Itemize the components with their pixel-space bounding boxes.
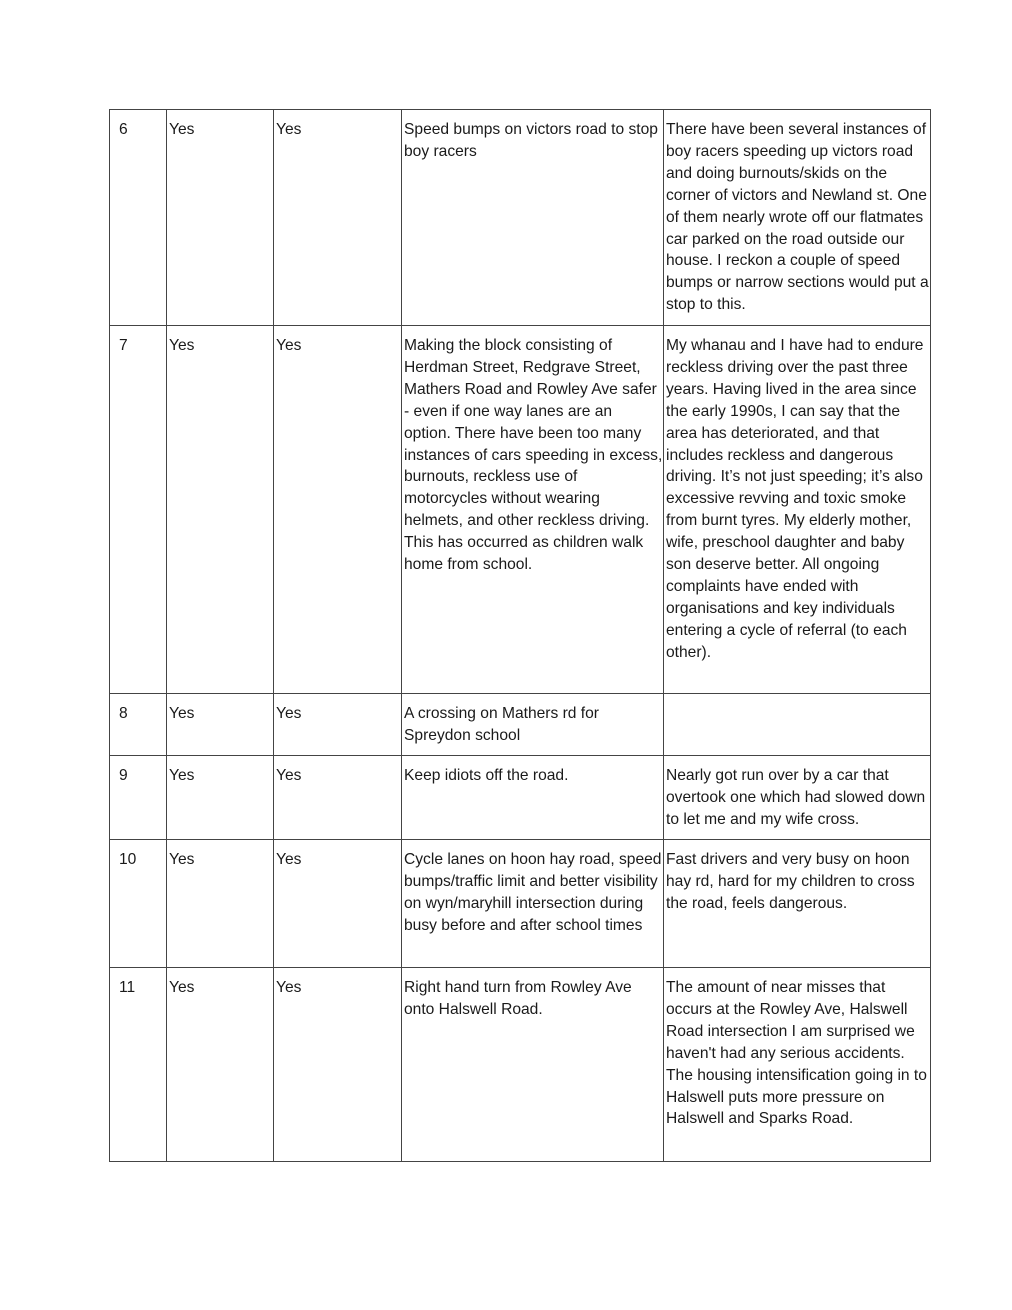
reason-cell: My whanau and I have had to endure reckless driving over the past three years. Having lived in the area since the early 1990s, I can say that the area has deteriorated, and that includes reckless and dangerous driving. It’s not just speeding; it’s also excessive revving and toxic smoke from burnt tyres. My elderly mother, wife, preschool daughter and baby son deserve better. All ongoing complaints have ended with organisations and key individuals entering a cycle of referral (to each other). [664, 326, 931, 694]
table-row [110, 110, 931, 326]
answer-cell: Yes [167, 110, 274, 326]
row-number-cell: 6 [110, 110, 167, 326]
row-number-cell: 8 [110, 694, 167, 756]
answer-cell: Yes [167, 840, 274, 968]
answer-cell: Yes [274, 694, 402, 756]
answer-cell: Yes [274, 756, 402, 840]
row-number-cell: 10 [110, 840, 167, 968]
suggestion-cell: Right hand turn from Rowley Ave onto Halswell Road. [402, 968, 664, 1162]
answer-cell: Yes [167, 326, 274, 694]
table-row [110, 694, 931, 756]
row-number-cell: 11 [110, 968, 167, 1162]
reason-cell: Nearly got run over by a car that overtook one which had slowed down to let me and my wife cross. [664, 756, 931, 840]
answer-cell: Yes [274, 968, 402, 1162]
submissions-table [109, 109, 931, 1162]
answer-cell: Yes [274, 840, 402, 968]
suggestion-cell: Keep idiots off the road. [402, 756, 664, 840]
reason-cell: The amount of near misses that occurs at the Rowley Ave, Halswell Road intersection I am surprised we haven't had any serious accidents. The housing intensification going in to Halswell puts more pressure on Halswell and Sparks Road. [664, 968, 931, 1162]
table-row [110, 756, 931, 840]
table-row [110, 968, 931, 1162]
reason-cell: There have been several instances of boy racers speeding up victors road and doing burnouts/skids on the corner of victors and Newland st. One of them nearly wrote off our flatmates car parked on the road outside our house. I reckon a couple of speed bumps or narrow sections would put a stop to this. [664, 110, 931, 326]
row-number-cell: 7 [110, 326, 167, 694]
answer-cell: Yes [274, 326, 402, 694]
answer-cell: Yes [167, 694, 274, 756]
suggestion-cell: Cycle lanes on hoon hay road, speed bumps/traffic limit and better visibility on wyn/maryhill intersection during busy before and after school times [402, 840, 664, 968]
answer-cell: Yes [167, 756, 274, 840]
suggestion-cell: Making the block consisting of Herdman Street, Redgrave Street, Mathers Road and Rowley Ave safer - even if one way lanes are an option. There have been too many instances of cars speeding in excess, burnouts, reckless use of motorcycles without wearing helmets, and other reckless driving. This has occurred as children walk home from school. [402, 326, 664, 694]
answer-cell: Yes [274, 110, 402, 326]
suggestion-cell: Speed bumps on victors road to stop boy racers [402, 110, 664, 326]
reason-cell [664, 694, 931, 756]
table-row [110, 326, 931, 694]
answer-cell: Yes [167, 968, 274, 1162]
row-number-cell: 9 [110, 756, 167, 840]
reason-cell: Fast drivers and very busy on hoon hay rd, hard for my children to cross the road, feels dangerous. [664, 840, 931, 968]
table-row [110, 840, 931, 968]
suggestion-cell: A crossing on Mathers rd for Spreydon school [402, 694, 664, 756]
